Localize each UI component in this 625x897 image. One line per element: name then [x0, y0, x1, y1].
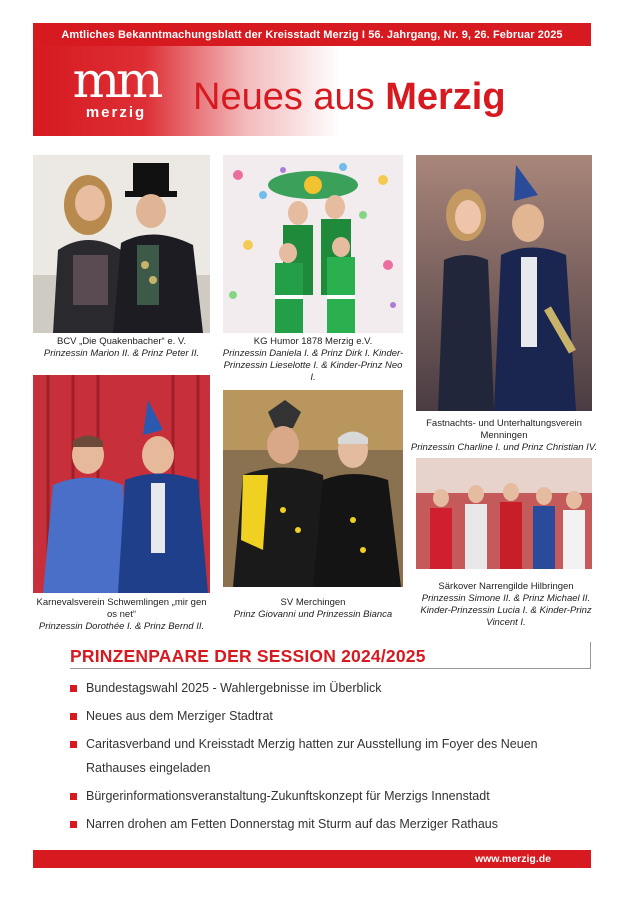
square-bullet-icon — [70, 713, 77, 720]
caption-merchingen — [223, 597, 403, 621]
caption-club: BCV „Die Quakenbacher“ e. V. — [56, 336, 187, 347]
website-link[interactable]: www.merzig.de — [474, 853, 551, 865]
square-bullet-icon — [70, 821, 77, 828]
list-item[interactable] — [70, 704, 590, 728]
square-bullet-icon — [70, 793, 77, 800]
photo-hilbringen — [416, 458, 592, 569]
masthead — [33, 46, 591, 136]
caption-quakenbacher — [33, 336, 210, 360]
caption-club: Särkover Narrengilde Hilbringen — [438, 581, 574, 592]
contents-list — [70, 676, 590, 840]
footer-bar — [33, 850, 591, 868]
caption-club: KG Humor 1878 Merzig e.V. — [253, 336, 373, 347]
headline-vertical-rule — [590, 642, 591, 669]
caption-couple: Prinzessin Simone II. & Prinz Michael II. Kinder-Prinzessin Lucia I. & Kinder-Prinz Vincent I. — [420, 593, 592, 628]
logo-mark: mm — [72, 51, 160, 109]
headline-rule — [70, 668, 590, 669]
list-item-text: Neues aus dem Merziger Stadtrat — [86, 709, 273, 723]
caption-club: Fastnachts- und Unterhaltungsverein Menningen — [426, 418, 582, 441]
list-item-text: Caritasverband und Kreisstadt Merzig hatten zur Ausstellung im Foyer des Neuen Rathauses eingeladen — [86, 737, 538, 775]
logo-wordmark: merzig — [85, 104, 147, 121]
photo-quakenbacher — [33, 155, 210, 333]
caption-club: SV Merchingen — [280, 597, 346, 608]
photo-kg-humor — [223, 155, 403, 333]
section-headline: PRINZENPAARE DER SESSION 2024/2025 — [70, 646, 426, 666]
title-bold: Merzig — [385, 76, 506, 118]
merzig-logo[interactable] — [71, 51, 161, 121]
caption-couple: Prinzessin Marion II. & Prinz Peter II. — [43, 348, 200, 359]
list-item[interactable] — [70, 812, 590, 836]
caption-couple: Prinz Giovanni und Prinzessin Bianca — [233, 609, 393, 620]
list-item-text: Narren drohen am Fetten Donnerstag mit Sturm auf das Merziger Rathaus — [86, 817, 498, 831]
square-bullet-icon — [70, 685, 77, 692]
photo-schwemlingen — [33, 375, 210, 593]
caption-schwemlingen — [33, 597, 210, 633]
top-banner — [33, 23, 591, 46]
list-item-text: Bürgerinformationsveranstaltung-Zukunftskonzept für Merzigs Innenstadt — [86, 789, 490, 803]
page-title — [193, 76, 506, 119]
photo-merchingen — [223, 390, 403, 587]
list-item-text: Bundestagswahl 2025 - Wahlergebnisse im Überblick — [86, 681, 382, 695]
square-bullet-icon — [70, 741, 77, 748]
title-regular: Neues aus — [193, 76, 375, 118]
caption-couple: Prinzessin Dorothée I. & Prinz Bernd II. — [38, 621, 205, 632]
caption-couple: Prinzessin Daniela I. & Prinz Dirk I. Kinder-Prinzessin Lieselotte I. & Kinder-Prinz Neo I. — [222, 348, 404, 383]
caption-kg-humor — [221, 336, 405, 384]
photo-menningen — [416, 155, 592, 411]
caption-club: Karnevalsverein Schwemlingen „mir gen os net“ — [36, 597, 207, 620]
caption-hilbringen — [416, 581, 596, 629]
caption-couple: Prinzessin Charline I. und Prinz Christian IV. — [410, 442, 598, 453]
list-item[interactable] — [70, 732, 590, 780]
list-item[interactable] — [70, 676, 590, 700]
caption-menningen — [410, 418, 598, 454]
list-item[interactable] — [70, 784, 590, 808]
issue-line: Amtliches Bekanntmachungsblatt der Kreisstadt Merzig I 56. Jahrgang, Nr. 9, 26. Februar 2025 — [61, 28, 563, 41]
